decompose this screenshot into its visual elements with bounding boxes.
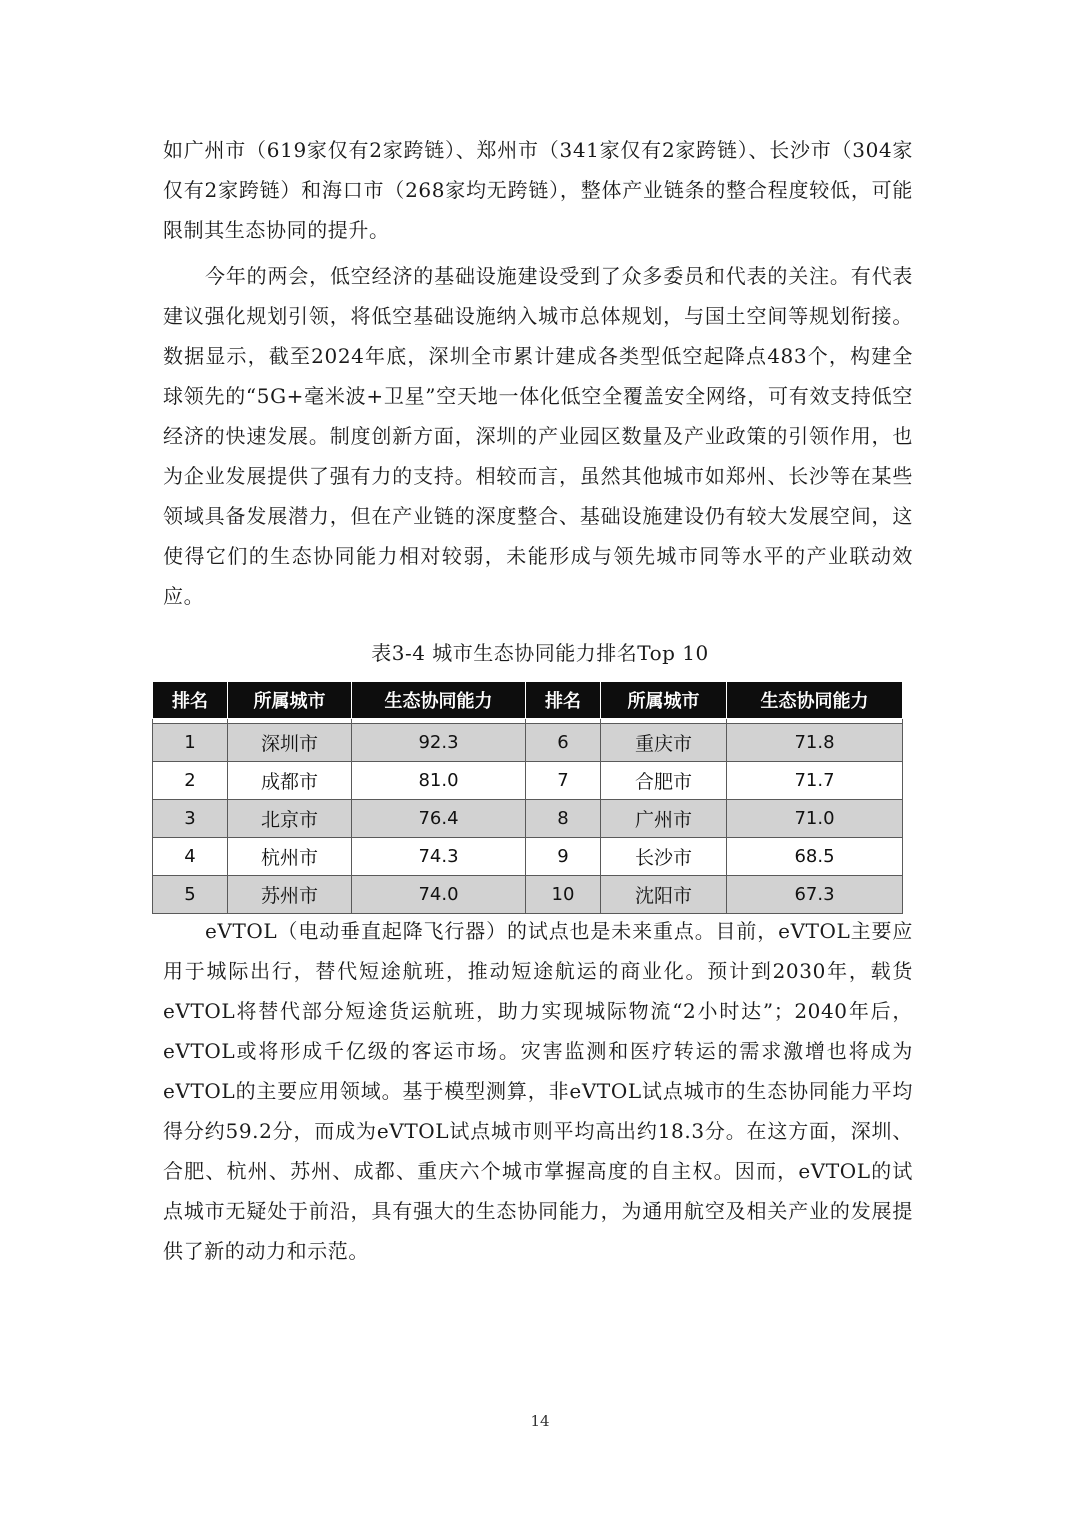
city-cell: 北京市 [228, 800, 352, 838]
rank-cell: 6 [526, 724, 601, 762]
score-cell: 68.5 [727, 838, 903, 876]
table-row [153, 876, 903, 914]
city-cell: 苏州市 [228, 876, 352, 914]
rank-cell: 8 [526, 800, 601, 838]
rank-cell: 1 [153, 724, 228, 762]
city-cell: 长沙市 [601, 838, 727, 876]
rank-cell: 5 [153, 876, 228, 914]
page-number: 14 [530, 1412, 550, 1430]
paragraph-3: eVTOL（电动垂直起降飞行器）的试点也是未来重点。目前，eVTOL主要应用于城际出行，替代短途航班，推动短途航运的商业化。预计到2030年，载货eVTOL将替代部分短途货运航班，助力实现城际物流“2小时达”；2040年后，eVTOL或将形成千亿级的客运市场。灾害监测和医疗转运的需求激增也将成为eVTOL的主要应用领域。基于模型测算，非eVTOL试点城市的生态协同能力平均得分约59.2分，而成为eVTOL试点城市则平均高出约18.3分。在这方面，深圳、合肥、杭州、苏州、成都、重庆六个城市掌握高度的自主权。因而，eVTOL的试点城市无疑处于前沿，具有强大的生态协同能力，为通用航空及相关产业的发展提供了新的动力和示范。 [163, 919, 913, 1263]
rank-cell: 2 [153, 762, 228, 800]
table-caption: 表3-4 城市生态协同能力排名Top 10 [371, 641, 709, 665]
score-cell: 92.3 [352, 724, 526, 762]
score-cell: 71.8 [727, 724, 903, 762]
score-cell: 67.3 [727, 876, 903, 914]
table-row [153, 800, 903, 838]
paragraph-2: 今年的两会，低空经济的基础设施建设受到了众多委员和代表的关注。有代表建议强化规划引领，将低空基础设施纳入城市总体规划，与国土空间等规划衔接。数据显示，截至2024年底，深圳全市累计建成各类型低空起降点483个，构建全球领先的“5G+毫米波+卫星”空天地一体化低空全覆盖安全网络，可有效支持低空经济的快速发展。制度创新方面，深圳的产业园区数量及产业政策的引领作用，也为企业发展提供了强有力的支持。相较而言，虽然其他城市如郑州、长沙等在某些领域具备发展潜力，但在产业链的深度整合、基础设施建设仍有较大发展空间，这使得它们的生态协同能力相对较弱，未能形成与领先城市同等水平的产业联动效应。 [163, 264, 913, 608]
header-score-left: 生态协同能力 [352, 682, 526, 719]
table-row [153, 724, 903, 762]
score-cell: 71.7 [727, 762, 903, 800]
score-cell: 76.4 [352, 800, 526, 838]
rank-cell: 9 [526, 838, 601, 876]
header-city-left: 所属城市 [228, 682, 352, 719]
table-header-row [153, 682, 903, 719]
city-cell: 沈阳市 [601, 876, 727, 914]
score-cell: 81.0 [352, 762, 526, 800]
city-cell: 深圳市 [228, 724, 352, 762]
table-row [153, 838, 903, 876]
rank-cell: 7 [526, 762, 601, 800]
header-score-right: 生态协同能力 [727, 682, 903, 719]
rank-cell: 4 [153, 838, 228, 876]
paragraph-1: 如广州市（619家仅有2家跨链）、郑州市（341家仅有2家跨链）、长沙市（304家仅有2家跨链）和海口市（268家均无跨链），整体产业链条的整合程度较低，可能限制其生态协同的提升。 [163, 138, 913, 242]
score-cell: 71.0 [727, 800, 903, 838]
table-row [153, 762, 903, 800]
header-rank-right: 排名 [526, 682, 601, 719]
city-cell: 杭州市 [228, 838, 352, 876]
rank-cell: 3 [153, 800, 228, 838]
header-rank-left: 排名 [153, 682, 228, 719]
city-ranking-table [152, 681, 903, 914]
city-cell: 重庆市 [601, 724, 727, 762]
header-city-right: 所属城市 [601, 682, 727, 719]
city-cell: 广州市 [601, 800, 727, 838]
score-cell: 74.3 [352, 838, 526, 876]
score-cell: 74.0 [352, 876, 526, 914]
rank-cell: 10 [526, 876, 601, 914]
city-cell: 合肥市 [601, 762, 727, 800]
city-cell: 成都市 [228, 762, 352, 800]
